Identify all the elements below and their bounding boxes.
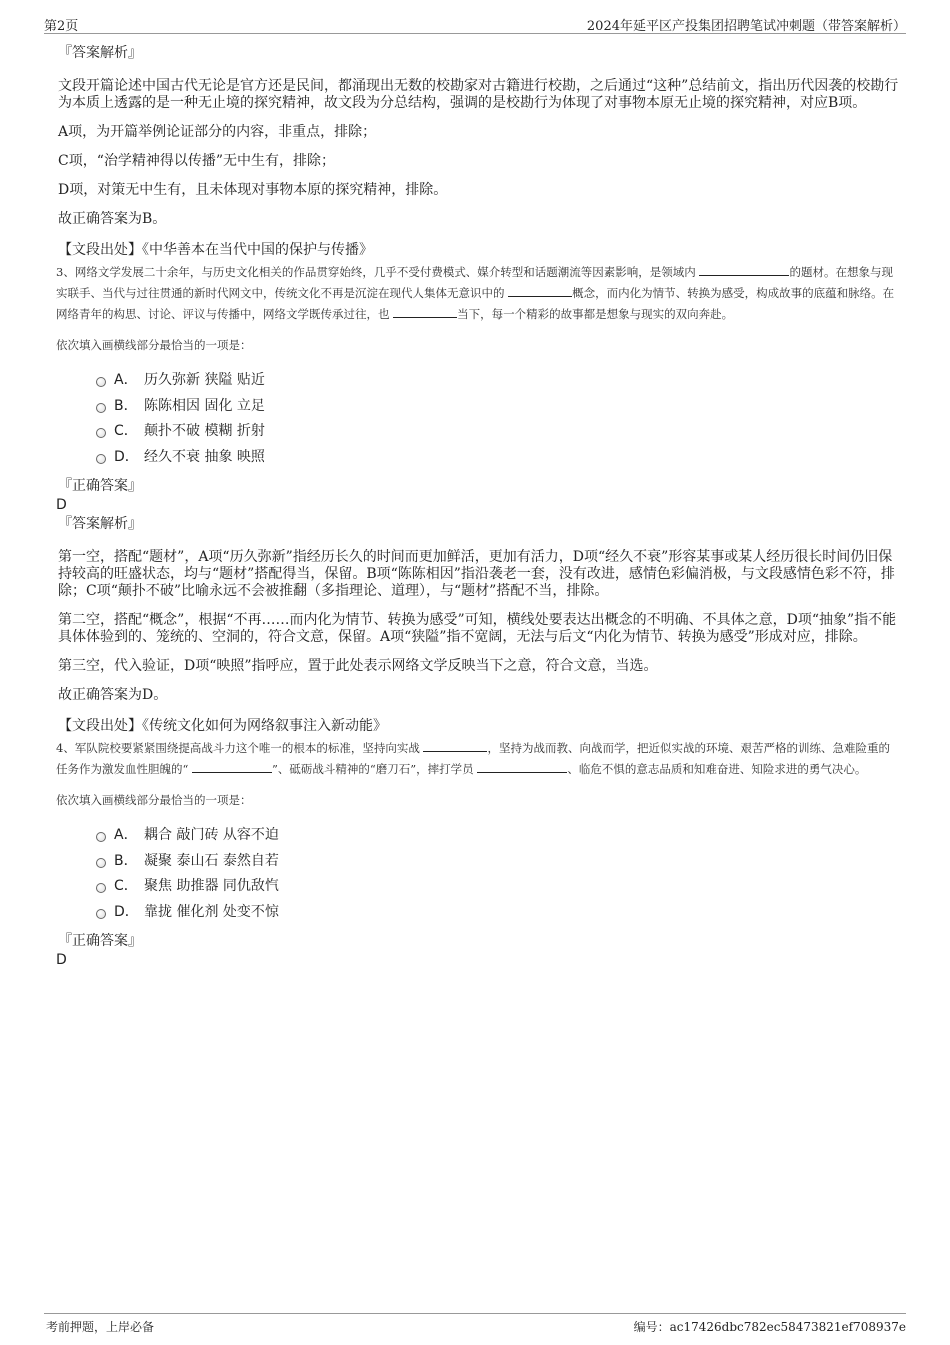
option-a[interactable]: A． 耦合 敲门砖 从容不迫 bbox=[96, 823, 901, 849]
fill-blank bbox=[393, 305, 457, 318]
passage-source: 【文段出处】《传统文化如何为网络叙事注入新动能》 bbox=[58, 718, 387, 734]
document-title: 2024年延平区产投集团招聘笔试冲刺题（带答案解析） bbox=[586, 19, 906, 34]
answer-options bbox=[96, 823, 901, 925]
page-footer bbox=[44, 1313, 906, 1334]
footer-slogan: 考前押题，上岸必备 bbox=[46, 1320, 155, 1334]
radio-icon[interactable] bbox=[96, 428, 106, 438]
radio-icon[interactable] bbox=[96, 858, 106, 868]
fill-blank bbox=[477, 760, 567, 773]
analysis-heading: 『答案解析』 bbox=[58, 45, 142, 61]
radio-icon[interactable] bbox=[96, 832, 106, 842]
fill-blank bbox=[508, 284, 572, 297]
analysis-conclusion: 故正确答案为D。 bbox=[58, 687, 168, 703]
radio-icon[interactable] bbox=[96, 403, 106, 413]
page-content bbox=[56, 44, 901, 970]
document-serial: 编号：ac17426dbc782ec58473821ef708937e bbox=[633, 1320, 906, 1334]
fill-blank bbox=[192, 760, 272, 773]
option-c[interactable]: C． 颠扑不破 模糊 折射 bbox=[96, 419, 901, 445]
page-header bbox=[44, 14, 906, 34]
passage-source: 【文段出处】《中华善本在当代中国的保护与传播》 bbox=[58, 242, 373, 258]
correct-answer-heading: 『正确答案』 bbox=[58, 933, 142, 949]
radio-icon[interactable] bbox=[96, 909, 106, 919]
fill-blank bbox=[699, 263, 789, 276]
option-b[interactable]: B． 陈陈相因 固化 立足 bbox=[96, 394, 901, 420]
radio-icon[interactable] bbox=[96, 454, 106, 464]
radio-icon[interactable] bbox=[96, 377, 106, 387]
analysis-paragraph: A项，为开篇举例论证部分的内容，非重点，排除； bbox=[58, 124, 377, 140]
option-d[interactable]: D． 经久不衰 抽象 映照 bbox=[96, 445, 901, 471]
question-instruction: 依次填入画横线部分最恰当的一项是： bbox=[56, 338, 252, 352]
option-d[interactable]: D． 靠拢 催化剂 处变不惊 bbox=[96, 900, 901, 926]
question-3-stem: 3、网络文学发展二十余年，与历史文化相关的作品贯穿始终，几乎不受付费模式、媒介转型和话题潮流等因素影响，是领域内 的题材。在想象与现实联手、当代与过往贯通的新时代网文中，传统文化不再是沉淀在现代人集体无意识中的 概念，而内化为情节、转换为感受，构成故事的底蕴和脉络。在网络青年的构思、讨论、评议与传播中，网络文学既传承过往，也 当下，每一个精彩的故事都是想象与现实的双向奔赴。 bbox=[56, 265, 895, 321]
analysis-paragraph: 文段开篇论述中国古代无论是官方还是民间，都涌现出无数的校勘家对古籍进行校勘，之后通过“这种”总结前文，指出历代因袭的校勘行为本质上透露的是一种无止境的探究精神，故文段为分总结构，强调的是校勘行为体现了对事物本原无止境的探究精神，对应B项。 bbox=[58, 78, 899, 111]
analysis-heading: 『答案解析』 bbox=[58, 516, 142, 532]
analysis-paragraph: 第二空，搭配“概念”，根据“不再……而内化为情节、转换为感受”可知，横线处要表达出概念的不明确、不具体之意，D项“抽象”指不能具体体验到的、笼统的、空洞的，符合文意，保留。A项“狭隘”指不宽阔，无法与后文“内化为情节、转换为感受”形成对应，排除。 bbox=[58, 612, 897, 645]
correct-answer: D bbox=[56, 952, 67, 968]
analysis-paragraph: C项，“治学精神得以传播”无中生有，排除； bbox=[58, 153, 336, 169]
option-b[interactable]: B． 凝聚 泰山石 泰然自若 bbox=[96, 849, 901, 875]
option-c[interactable]: C． 聚焦 助推器 同仇敌忾 bbox=[96, 874, 901, 900]
page-number: 第2页 bbox=[44, 19, 79, 34]
radio-icon[interactable] bbox=[96, 883, 106, 893]
correct-answer-heading: 『正确答案』 bbox=[58, 478, 142, 494]
answer-options bbox=[96, 368, 901, 470]
fill-blank bbox=[423, 739, 487, 752]
analysis-paragraph: 第三空，代入验证，D项“映照”指呼应，置于此处表示网络文学反映当下之意，符合文意，当选。 bbox=[58, 658, 658, 674]
analysis-paragraph: 第一空，搭配“题材”，A项“历久弥新”指经历长久的时间而更加鲜活，更加有活力，D项“经久不衰”形容某事或某人经历很长时间仍旧保持较高的旺盛状态，均与“题材”搭配得当，保留。B项“陈陈相因”指沿袭老一套，没有改进，感情色彩偏消极，与文段感情色彩不符，排除；C项“颠扑不破”比喻永远不会被推翻（多指理论、道理），与“题材”搭配不当，排除。 bbox=[58, 549, 895, 599]
question-4-stem: 4、军队院校要紧紧围绕提高战斗力这个唯一的根本的标准，坚持向实战 ，坚持为战而教、向战而学，把近似实战的环境、艰苦严格的训练、急难险重的任务作为激发血性胆魄的“ ”、砥砺战斗精神的“磨刀石”，摔打学员 、临危不惧的意志品质和知难奋进、知险求进的勇气决心。 bbox=[56, 741, 890, 776]
question-instruction: 依次填入画横线部分最恰当的一项是： bbox=[56, 793, 252, 807]
analysis-conclusion: 故正确答案为B。 bbox=[58, 211, 167, 227]
correct-answer: D bbox=[56, 497, 67, 513]
option-a[interactable]: A． 历久弥新 狭隘 贴近 bbox=[96, 368, 901, 394]
analysis-paragraph: D项，对策无中生有，且未体现对事物本原的探究精神，排除。 bbox=[58, 182, 448, 198]
